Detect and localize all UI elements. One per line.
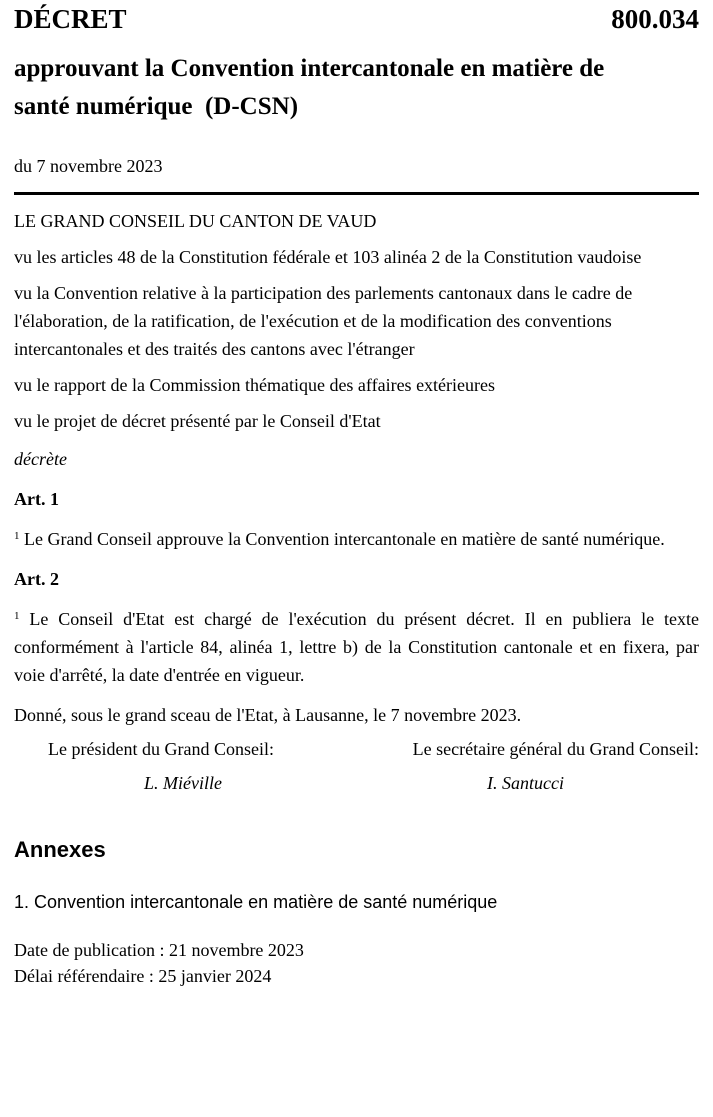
considerant-3: vu le rapport de la Commission thématique des affaires extérieures <box>14 375 496 395</box>
article-1-text <box>14 525 699 553</box>
alinea-number: 1 <box>14 610 20 622</box>
alinea-number: 1 <box>14 530 20 542</box>
decree-header <box>14 2 699 36</box>
decree-number: 800.034 <box>611 4 699 34</box>
considerant-4: vu le projet de décret présenté par le Conseil d'Etat <box>14 411 381 431</box>
decree-subtitle <box>14 50 699 126</box>
secretary-name: I. Santucci <box>487 773 564 793</box>
president-title: Le président du Grand Conseil: <box>48 739 274 759</box>
document-page <box>0 2 713 1117</box>
subtitle-line-1: approuvant la Convention intercantonale en matière de <box>14 55 605 82</box>
signature-names <box>14 769 699 797</box>
article-2-text <box>14 605 699 689</box>
secretary-title: Le secrétaire général du Grand Conseil: <box>412 739 699 759</box>
publication-info <box>14 937 699 989</box>
decrete-line: décrète <box>14 449 67 469</box>
given-line: Donné, sous le grand sceau de l'Etat, à Lausanne, le 7 novembre 2023. <box>14 705 522 725</box>
considerant-2: vu la Convention relative à la participation des parlements cantonaux dans le cadre de l'élaboration, de la ratification, de l'exécution et de la modification des conventions intercantonales et des traités des cantons avec l'étranger <box>14 283 633 359</box>
publication-date: Date de publication : 21 novembre 2023 <box>14 940 304 960</box>
decree-label: DÉCRET <box>14 4 127 34</box>
referendum-delay: Délai référendaire : 25 janvier 2024 <box>14 966 272 986</box>
header-divider <box>14 192 699 195</box>
president-name: L. Miéville <box>144 773 222 793</box>
annex-item-1[interactable]: 1. Convention intercantonale en matière de santé numérique <box>14 892 498 912</box>
considerant-1: vu les articles 48 de la Constitution fédérale et 103 alinéa 2 de la Constitution vaudoise <box>14 247 642 267</box>
article-1-heading: Art. 1 <box>14 489 59 509</box>
annexes-heading: Annexes <box>14 837 106 862</box>
signature-titles <box>14 735 699 763</box>
article-2-heading: Art. 2 <box>14 569 59 589</box>
article-2-body: Le Conseil d'Etat est chargé de l'exécution du présent décret. Il en publiera le texte conformément à l'article 84, alinéa 1, lettre b) de la Constitution cantonale et en fixera, par voie d'arrêté, la date d'entrée en vigueur. <box>14 609 700 685</box>
subtitle-line-2: santé numérique (D-CSN) <box>14 93 299 120</box>
article-1-body: Le Grand Conseil approuve la Convention intercantonale en matière de santé numérique. <box>24 529 665 549</box>
authority-line: LE GRAND CONSEIL DU CANTON DE VAUD <box>14 211 377 231</box>
decree-date: du 7 novembre 2023 <box>14 156 163 176</box>
